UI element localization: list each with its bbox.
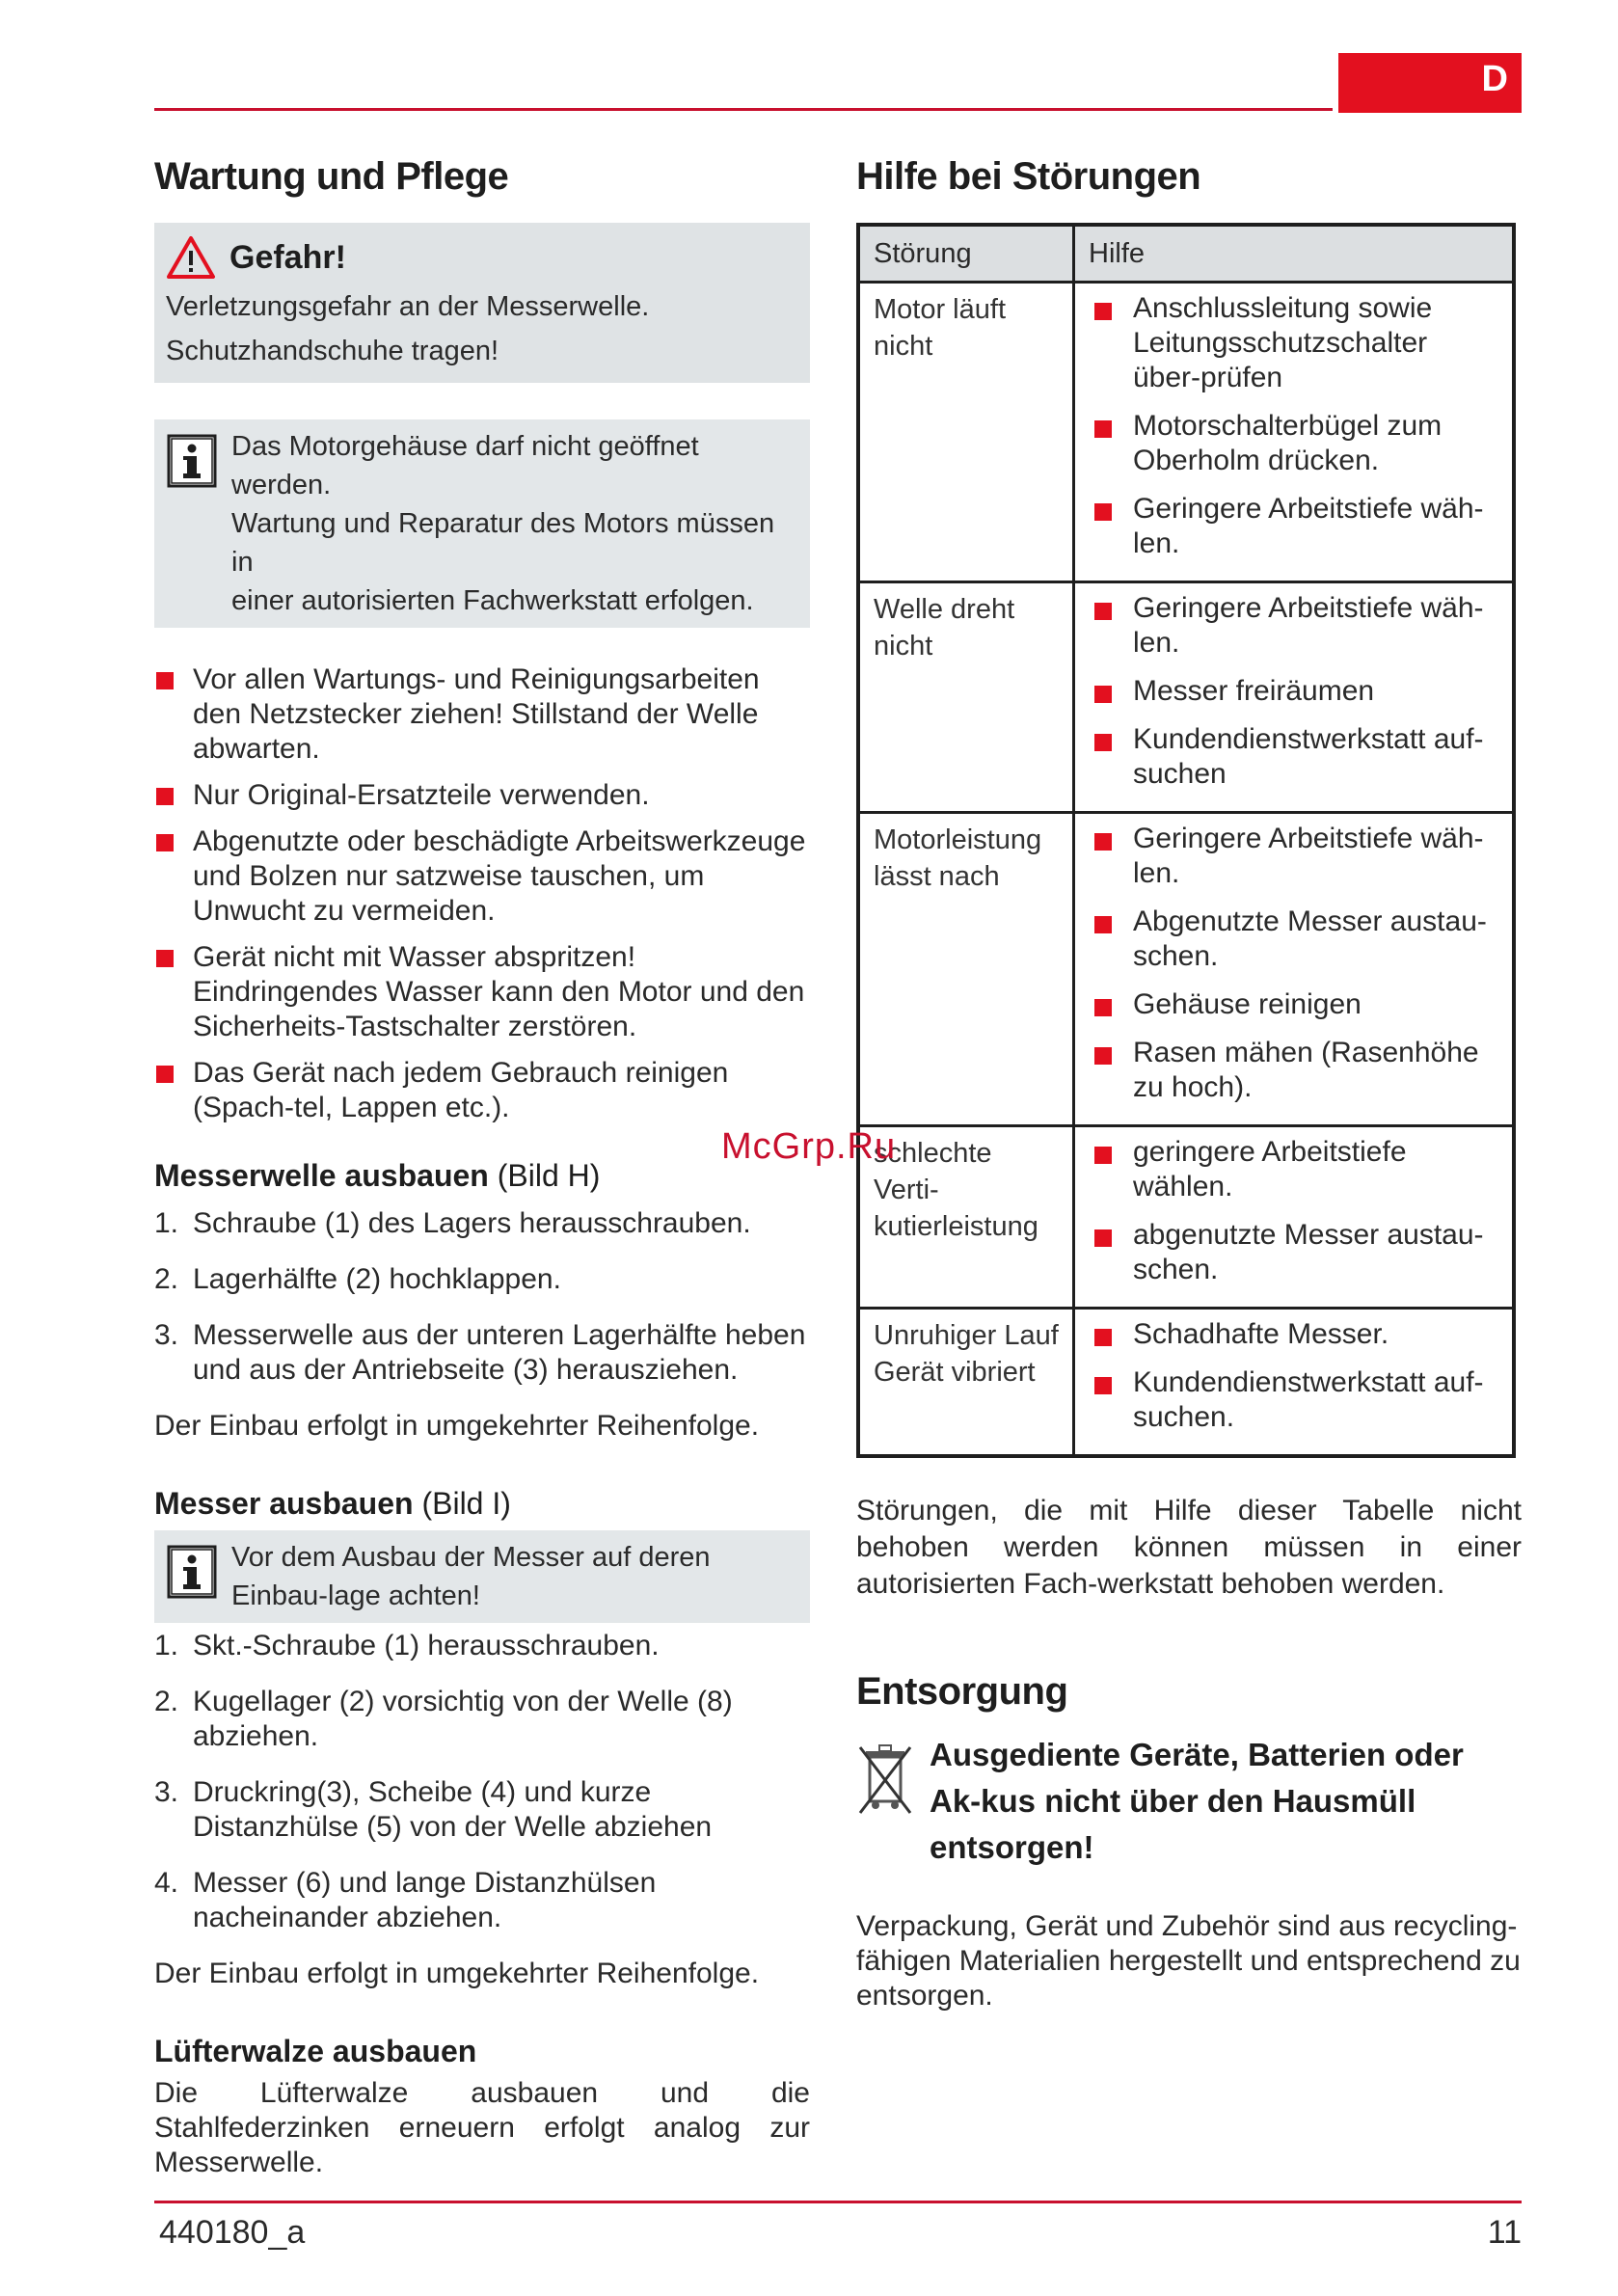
danger-text-1: Verletzungsgefahr an der Messerwelle. xyxy=(166,291,650,322)
issue-cell: Motor läuft nicht xyxy=(858,283,1074,582)
step-text: Messer (6) und lange Distanzhülsen nacheinander abziehen. xyxy=(193,1867,657,1933)
info-line-1: Das Motorgehäuse darf nicht geöffnet werden. xyxy=(231,431,699,500)
list-item xyxy=(154,1629,810,1663)
step-text: Schraube (1) des Lagers herausschrauben. xyxy=(193,1207,751,1239)
document-code: 440180_a xyxy=(159,2214,306,2251)
step-number: 3. xyxy=(154,1776,179,1808)
list-item xyxy=(154,1262,810,1297)
closing-text-blades: Der Einbau erfolgt in umgekehrter Reihenfolge. xyxy=(154,1958,760,1989)
list-item: abgenutzte Messer austau-schen. xyxy=(1089,1218,1498,1287)
troubleshooting-title: Hilfe bei Störungen xyxy=(856,155,1201,198)
language-tab xyxy=(1338,53,1522,113)
maintenance-title: Wartung und Pflege xyxy=(154,155,509,198)
list-item: Messer freiräumen xyxy=(1089,674,1498,709)
info-box-blades xyxy=(154,1530,810,1623)
step-number: 3. xyxy=(154,1319,179,1351)
info-icon xyxy=(166,1544,218,1600)
language-tab-label: D xyxy=(1481,59,1508,99)
right-column xyxy=(856,155,1522,2013)
step-text: Lagerhälfte (2) hochklappen. xyxy=(193,1263,561,1295)
steps-blades xyxy=(154,1629,810,1935)
step-number: 2. xyxy=(154,1686,179,1717)
maintenance-list xyxy=(154,662,810,1125)
table-header-row xyxy=(858,225,1514,283)
list-item xyxy=(154,1866,810,1935)
info-text-motor xyxy=(231,427,798,620)
step-number: 1. xyxy=(154,1207,179,1239)
issue-cell: Motorleistung lässt nach xyxy=(858,813,1074,1126)
list-item xyxy=(154,1318,810,1388)
help-cell xyxy=(1074,813,1515,1126)
header-rule xyxy=(154,108,1333,111)
list-item: Abgenutzte Messer austau-schen. xyxy=(1089,905,1498,974)
danger-box xyxy=(154,223,810,383)
footer-rule xyxy=(154,2201,1522,2203)
list-item: Rasen mähen (Rasenhöhe zu hoch). xyxy=(1089,1036,1498,1105)
warning-triangle-icon xyxy=(166,235,216,280)
danger-heading xyxy=(166,232,798,283)
list-item: Abgenutzte oder beschädigte Arbeitswerkzeuge und Bolzen nur satzweise tauschen, um Unwucht zu vermeiden. xyxy=(154,824,810,929)
step-text: Messerwelle aus der unteren Lagerhälfte heben und aus der Antriebseite (3) herausziehen. xyxy=(193,1319,806,1386)
issue-cell: schlechte Verti-kutierleistung xyxy=(858,1126,1074,1309)
figure-ref: (Bild H) xyxy=(497,1158,601,1193)
troubleshooting-table xyxy=(856,223,1516,1458)
list-item: Das Gerät nach jedem Gebrauch reinigen (Spach-tel, Lappen etc.). xyxy=(154,1056,810,1125)
step-text: Skt.-Schraube (1) herausschrauben. xyxy=(193,1630,660,1661)
crossed-bin-icon xyxy=(856,1740,914,1817)
list-item: Kundendienstwerkstatt auf-suchen xyxy=(1089,722,1498,792)
issue-cell: Welle dreht nicht xyxy=(858,582,1074,813)
step-number: 2. xyxy=(154,1263,179,1295)
info-line-2: Wartung und Reparatur des Motors müssen in xyxy=(231,508,775,578)
list-item: Gerät nicht mit Wasser abspritzen! Eindringendes Wasser kann den Motor und den Sicherheits-Tastschalter zerstören. xyxy=(154,940,810,1044)
info-box-motor xyxy=(154,419,810,628)
list-item: geringere Arbeitstiefe wählen. xyxy=(1089,1135,1498,1204)
list-item xyxy=(154,1206,810,1241)
step-number: 4. xyxy=(154,1867,179,1899)
disposal-title: Entsorgung xyxy=(856,1670,1068,1713)
steps-shaft xyxy=(154,1206,810,1388)
issue-cell: Unruhiger Lauf Gerät vibriert xyxy=(858,1309,1074,1457)
column-header-help: Hilfe xyxy=(1074,225,1515,283)
table-row xyxy=(858,1126,1514,1309)
disposal-warning-text: Ausgediente Geräte, Batterien oder Ak-kus nicht über den Hausmüll entsorgen! xyxy=(930,1737,1464,1865)
list-item: Geringere Arbeitstiefe wäh-len. xyxy=(1089,822,1498,891)
help-cell xyxy=(1074,582,1515,813)
figure-ref: (Bild I) xyxy=(421,1486,511,1521)
section-title: Messer ausbauen xyxy=(154,1486,414,1521)
section-heading-shaft xyxy=(154,1158,810,1193)
disposal-warning xyxy=(856,1732,1522,1871)
section-title: Messerwelle ausbauen xyxy=(154,1158,489,1193)
fan-roller-text: Die Lüfterwalze ausbauen und die Stahlfederzinken erneuern erfolgt analog zur Messerwelle. xyxy=(154,2077,810,2178)
list-item xyxy=(154,1775,810,1845)
step-number: 1. xyxy=(154,1630,179,1661)
danger-title: Gefahr! xyxy=(229,239,346,276)
section-heading-fan: Lüfterwalze ausbauen xyxy=(154,2034,477,2068)
disposal-text: Verpackung, Gerät und Zubehör sind aus recycling-fähigen Materialien hergestellt und entsprechend zu entsorgen. xyxy=(856,1910,1521,2012)
help-cell xyxy=(1074,1309,1515,1457)
list-item: Geringere Arbeitstiefe wäh-len. xyxy=(1089,492,1498,561)
section-heading-blades xyxy=(154,1486,810,1521)
list-item: Nur Original-Ersatzteile verwenden. xyxy=(154,778,810,813)
info-text-blades: Vor dem Ausbau der Messer auf deren Einbau-lage achten! xyxy=(231,1542,711,1611)
watermark: McGrp.Ru xyxy=(721,1126,897,1167)
list-item: Vor allen Wartungs- und Reinigungsarbeiten den Netzstecker ziehen! Stillstand der Welle abwarten. xyxy=(154,662,810,767)
table-row xyxy=(858,1309,1514,1457)
list-item: Gehäuse reinigen xyxy=(1089,987,1498,1022)
table-row xyxy=(858,283,1514,582)
info-line-3: einer autorisierten Fachwerkstatt erfolgen. xyxy=(231,585,754,616)
table-row xyxy=(858,582,1514,813)
column-header-issue: Störung xyxy=(858,225,1074,283)
list-item: Schadhafte Messer. xyxy=(1089,1317,1498,1352)
step-text: Kugellager (2) vorsichtig von der Welle (8) abziehen. xyxy=(193,1686,733,1752)
page-number: 11 xyxy=(1487,2214,1522,2251)
closing-text-shaft: Der Einbau erfolgt in umgekehrter Reihenfolge. xyxy=(154,1410,760,1442)
list-item: Geringere Arbeitstiefe wäh-len. xyxy=(1089,591,1498,661)
list-item: Motorschalterbügel zum Oberholm drücken. xyxy=(1089,409,1498,478)
list-item: Kundendienstwerkstatt auf-suchen. xyxy=(1089,1365,1498,1435)
danger-text-2: Schutzhandschuhe tragen! xyxy=(166,336,499,366)
table-row xyxy=(858,813,1514,1126)
help-cell xyxy=(1074,283,1515,582)
step-text: Druckring(3), Scheibe (4) und kurze Distanzhülse (5) von der Welle abziehen xyxy=(193,1776,713,1843)
help-cell xyxy=(1074,1126,1515,1309)
list-item xyxy=(154,1685,810,1754)
info-icon xyxy=(166,433,218,489)
troubleshooting-note: Störungen, die mit Hilfe dieser Tabelle nicht behoben werden können müssen in einer autorisierten Fach-werkstatt behoben werden. xyxy=(856,1495,1522,1600)
left-column xyxy=(154,155,810,2180)
list-item: Anschlussleitung sowie Leitungsschutzschalter über-prüfen xyxy=(1089,291,1498,395)
